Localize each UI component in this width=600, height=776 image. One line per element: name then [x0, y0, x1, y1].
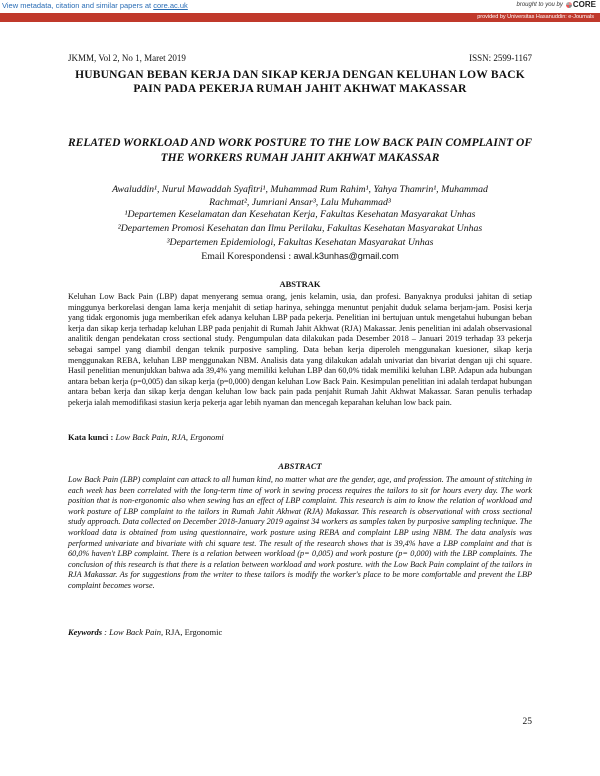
title-indonesian: HUBUNGAN BEBAN KERJA DAN SIKAP KERJA DENGAN KELUHAN LOW BACK PAIN PADA PEKERJA RUMAH JAHIT AKHWAT MAKASSAR — [75, 69, 525, 95]
abstract-heading — [0, 461, 600, 471]
running-header — [68, 53, 532, 63]
core-brand — [517, 0, 597, 9]
core-logo-icon — [566, 2, 572, 8]
abstrak-keywords — [68, 432, 532, 442]
title-english: RELATED WORKLOAD AND WORK POSTURE TO THE LOW BACK PAIN COMPLAINT OF THE WORKERS RUMAH JAHIT AKHWAT MAKASSAR — [67, 137, 533, 164]
keywords-value-rest: RJA, Ergonomic — [163, 627, 223, 637]
email-label: Email Korespondensi : — [201, 251, 294, 262]
provider-bar — [0, 13, 600, 22]
issn: ISSN: 2599-1167 — [469, 53, 532, 63]
author-list — [62, 183, 538, 209]
core-metadata-link-text — [2, 1, 188, 10]
core-link[interactable]: core.ac.uk — [153, 1, 188, 10]
keywords-value-em: : Low Back Pain, — [102, 627, 164, 637]
kata-kunci-label: Kata kunci : — [68, 432, 116, 442]
keywords-label — [68, 627, 102, 637]
journal-info: JKMM, Vol 2, No 1, Maret 2019 — [68, 53, 186, 63]
abstract-heading-text: ABSTRACT — [278, 461, 322, 471]
affiliation-3: ³Departemen Epidemiologi, Fakultas Kesehatan Masyarakat Unhas — [166, 237, 434, 248]
abstract-keywords — [68, 627, 532, 637]
keywords-label-text: Keywords — [68, 627, 102, 637]
email-line — [62, 251, 538, 262]
core-logo[interactable] — [566, 0, 596, 9]
abstrak-heading: ABSTRAK — [279, 279, 321, 289]
abstract-body: Low Back Pain (LBP) complaint can attack to all human kind, no matter what are the gender, age, and profession. The amount of stitching in each week has been correlated with the long-term time of work in sewing process requires the tailors to sit for hours every day. The work position that is non-ergonomic also when sewing has an effect of LBP complaint. This research is aim to know the relation of workload and work posture of LBP complaint to the tailors in Rumah Jahit Akhwat (RJA) Makassar. This research is observational with cross sectional study approach. Data collected on December 2018-January 2019 against 34 workers as samples taken by purposive sampling technique. The workload data is obtained from using questionnaire, work posture using REBA and complaint LBP using NBM. The data analysis was performed univariate and bivariate with chi square test. The result of the research shows that is 39,4% have a LBP complaint and that is 60,0% haven't LBP complaint. There is a relation between workload (p= 0,005) and work posture (p= 0,000) with the LBP complaints. The conclusion of this research is that there is a relation between workload and work posture. with the Low Back Pain complaint of the tailors in RJA Makassar. As for suggestions from the writer to these tailors is modify the worker's place to be more comfortable and prevent the LBP complaint becomes worse. — [68, 475, 532, 590]
kata-kunci-value: Low Back Pain, RJA, Ergonomi — [115, 432, 224, 442]
core-logo-label: CORE — [572, 0, 596, 9]
authors-line-2: Rachmat², Jumriani Ansar³, Lalu Muhammad³ — [209, 197, 391, 208]
authors-line-1: Awaluddin¹, Nurul Mawaddah Syafitri¹, Muhammad Rum Rahim¹, Yahya Thamrin¹, Muhammad — [112, 184, 488, 195]
affiliation-2: ²Departemen Promosi Kesehatan dan Ilmu Perilaku, Fakultas Kesehatan Masyarakat Unhas — [117, 223, 483, 234]
core-topbar — [0, 0, 600, 12]
provider-text: provided by Universitas Hasanuddin: e-Journals — [477, 14, 594, 20]
metadata-text: View metadata, citation and similar papers at — [2, 1, 154, 10]
affiliation-1: ¹Departemen Keselamatan dan Kesehatan Kerja, Fakultas Kesehatan Masyarakat Unhas — [124, 209, 476, 220]
email-address[interactable]: awal.k3unhas@gmail.com — [293, 251, 399, 261]
abstrak-body: Keluhan Low Back Pain (LBP) dapat menyerang semua orang, jenis kelamin, usia, dan profesi. Banyaknya produksi jahitan di setiap minggunya berkorelasi dengan lama kerja menjahit di setiap harinya, sehingga menuntut penjahit duduk selama berjam-jam. Posisi kerja yang tidak ergonomis juga memberikan efek adanya keluhan LBP pada pekerja. Penelitian ini bertujuan untuk mengetahui hubungan beban kerja dan sikap kerja terhadap keluhan LBP pada penjahit di Rumah Jahit Akhwat (RJA) Makassar. Jenis penelitian ini adalah observasional analitik dengan pendekatan cross sectional study. Pengumpulan data dilakukan pada Desember 2018 – Januari 2019 terhadap 33 pekerja sebagai sampel yang diambil dengan teknik purposive sampling. Data beban kerja diperoleh menggunakan kuesioner, sikap kerja menggunakan REBA, keluhan LBP menggunakan NBM. Analisis data yang dilakukan adalah univariat dan bivariat dengan uji chi square. Hasil penelitian menunjukkan bahwa ada 39,4% yang memiliki keluhan LBP dan 60,0% tidak memiliki keluhan LBP. Adapun ada hubungan antara beban kerja (p=0,005) dan sikap kerja (p=0,000) dengan keluhan Low Back Pain. Kesimpulan penelitian ini adalah terdapat hubungan antara beban kerja dan sikap kerja dengan keluhan low back pain pada penjahit Rumah Jahit Akhwat Makassar. Saran penulis terhadap pekerja ialah memodifikasi stasiun kerja pekerja agar lebih nyaman dan mencegah keparahan keluhan low back pain. — [68, 292, 532, 407]
brought-by-text: brought to you by — [516, 1, 563, 8]
page-number: 25 — [522, 717, 532, 727]
